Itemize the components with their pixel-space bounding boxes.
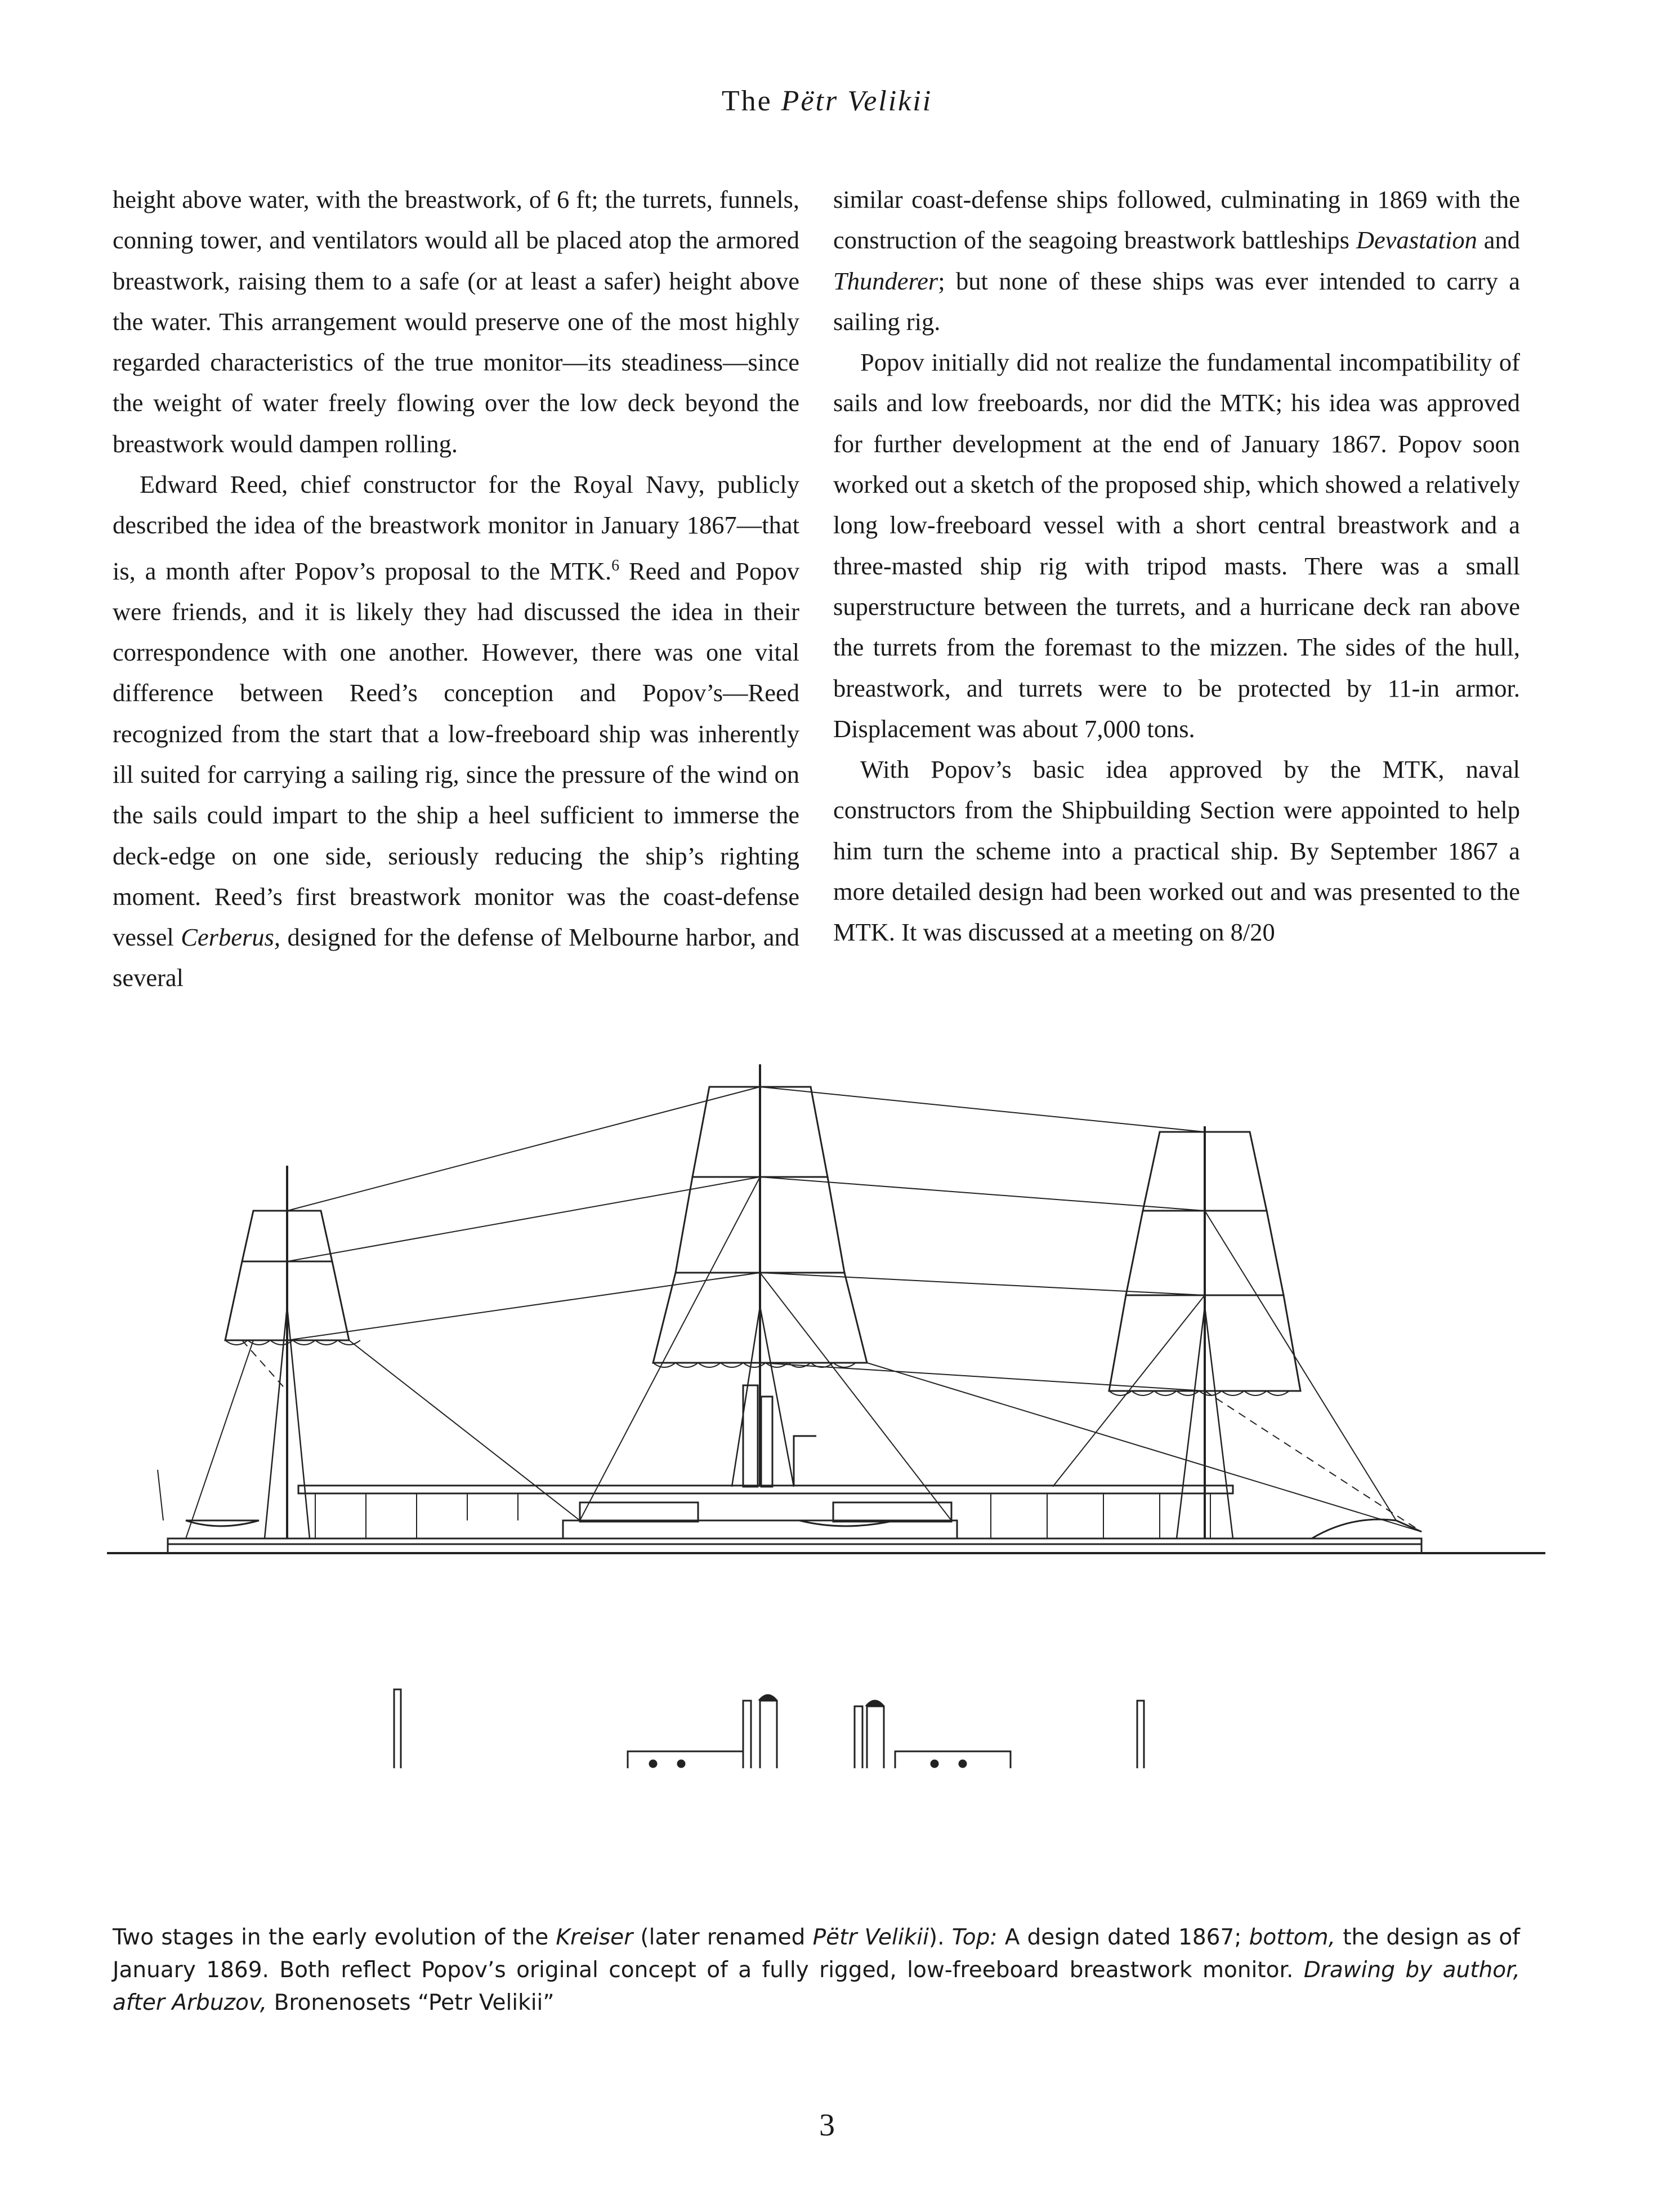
top-dashed-rigging xyxy=(242,1340,1421,1532)
ship-name-thunderer: Thunderer xyxy=(833,266,938,295)
caption-kreiser: Kreiser xyxy=(556,1925,633,1950)
caption-source-title: Bronenosets “Petr Velikii” xyxy=(267,1990,555,2015)
caption-credit: Drawing by author, after Arbuzov, xyxy=(113,1957,1521,2015)
right-paragraph-2: Popov initially did not realize the fundamental incompatibility of sails and low freeboards, nor did the MTK; his idea was approved for further development at the end of January 1867. Popov soon worked out a sketch of the proposed ship, which showed a relatively long low-freeboard vessel with a short central breastwork and a three-masted ship rig with tripod masts. There was a small superstructure between the turrets, and a hurricane deck ran above the turrets from the foremast to the mizzen. The sides of the hull, breastwork, and turrets were to be protected by 11-in armor. Displacement was about 7,000 tons. xyxy=(833,348,1520,743)
left-paragraph-1: height above water, with the breastwork, of 6 ft; the turrets, funnels, conning tower, and ventilators would all be placed atop the armored breastwork, raising them to a safe (or at least a safer) height above the water. This arrangement would preserve one of the most highly regarded characteristics of the true monitor—its steadiness—since the weight of water freely flowing over the low deck beyond the breastwork would dampen rolling. xyxy=(113,185,799,458)
caption-petr-velikii: Pëtr Velikii xyxy=(812,1925,929,1950)
ship-drawings-svg xyxy=(101,1025,1554,1768)
left-paragraph-2-text-c: designed for the defense of Melbourne harbor, and several xyxy=(113,923,799,992)
caption-top-label: Top: xyxy=(951,1925,998,1950)
bottom-fore-turret xyxy=(628,1751,743,1768)
bottom-funnel-4 xyxy=(867,1706,884,1768)
bottom-aft-turret xyxy=(895,1751,1011,1768)
top-boat-fore xyxy=(186,1520,259,1526)
left-paragraph-2 xyxy=(113,464,799,998)
right-column xyxy=(833,179,1520,953)
bottom-port-4 xyxy=(959,1760,966,1767)
top-hull xyxy=(168,1538,1421,1553)
bottom-ship-drawing xyxy=(107,1689,1492,1768)
left-paragraph-2-text-b: Reed and Popov were friends, and it is likely they had discussed the idea in their correspondence with one another. However, there was one vital difference between Reed’s conception and Popov’s—Reed recognized from the start that a low-freeboard ship was inherently ill suited for carrying a sailing rig, since the pressure of the wind on the sails could impart to the ship a heel sufficient to immerse the deck-edge on one side, seriously reducing the ship’s righting moment. Reed’s first breastwork monitor was the coast-defense vessel xyxy=(113,556,799,952)
caption-text-e: ). xyxy=(928,1925,952,1950)
right-paragraph-1-and: and xyxy=(1477,226,1520,255)
bottom-port-1 xyxy=(650,1760,656,1767)
right-paragraph-1 xyxy=(833,179,1520,342)
top-bow xyxy=(1312,1519,1421,1538)
bottom-foremast xyxy=(394,1689,401,1768)
running-head xyxy=(0,84,1654,118)
running-head-ship-name: Pëtr Velikii xyxy=(781,85,933,117)
top-fore-turret xyxy=(580,1502,698,1522)
bottom-funnel-1 xyxy=(743,1701,751,1768)
bottom-funnel-2 xyxy=(760,1701,777,1768)
ship-name-devastation: Devastation xyxy=(1356,226,1477,255)
top-breastwork xyxy=(563,1520,957,1538)
running-head-prefix: The xyxy=(721,85,781,117)
top-rigging-lines xyxy=(186,1087,1421,1538)
top-flagstaff xyxy=(158,1470,163,1520)
caption-text-a: Two stages in the early evolution of the xyxy=(113,1925,556,1950)
footnote-marker: 6 xyxy=(611,556,620,574)
bottom-port-2 xyxy=(678,1760,685,1767)
top-boat-mid xyxy=(799,1520,895,1526)
right-paragraph-1-text-b: ; but none of these ships was ever intended to carry a sailing rig. xyxy=(833,266,1520,336)
caption-text-i: the design as of January 1869. Both reflect Popov’s original concept of a fully rigged, low-freeboard breastwork monitor. xyxy=(113,1925,1520,1983)
left-column xyxy=(113,179,799,998)
bottom-mizzenmast xyxy=(1137,1701,1144,1768)
bottom-funnel-cap-1 xyxy=(759,1695,777,1701)
caption-text-g: A design dated 1867; xyxy=(997,1925,1249,1950)
right-paragraph-3: With Popov’s basic idea approved by the MTK, naval constructors from the Shipbuilding Section were appointed to help him turn the scheme into a practical ship. By September 1867 a more detailed design had been worked out and was presented to the MTK. It was discussed at a meeting on 8/20 xyxy=(833,755,1520,947)
caption-text-c: (later renamed xyxy=(633,1925,813,1950)
bottom-funnel-3 xyxy=(855,1706,862,1768)
top-funnel-2 xyxy=(761,1397,772,1487)
ship-name-cerberus: Cerberus, xyxy=(181,923,280,952)
ship-drawings-figure xyxy=(101,1025,1554,1768)
bottom-port-3 xyxy=(931,1760,938,1767)
figure-caption xyxy=(113,1921,1520,2019)
top-deck-stanchions xyxy=(315,1493,1210,1538)
left-paragraph-2-text-a: Edward Reed, chief constructor for the Royal Navy, publicly described the idea of the breastwork monitor in January 1867—that is, a month after Popov’s proposal to the MTK. xyxy=(113,470,799,585)
top-tripod-legs xyxy=(265,1306,1233,1538)
bottom-funnel-cap-2 xyxy=(866,1701,884,1706)
top-ship-drawing xyxy=(107,1064,1545,1553)
page-number: 3 xyxy=(819,2108,835,2143)
right-paragraph-1-text-a: similar coast-defense ships followed, culminating in 1869 with the construction of the seagoing breastwork battleships xyxy=(833,185,1520,255)
top-ventilator xyxy=(794,1436,816,1486)
top-aft-turret xyxy=(833,1502,951,1522)
caption-bottom-label: bottom, xyxy=(1249,1925,1336,1950)
